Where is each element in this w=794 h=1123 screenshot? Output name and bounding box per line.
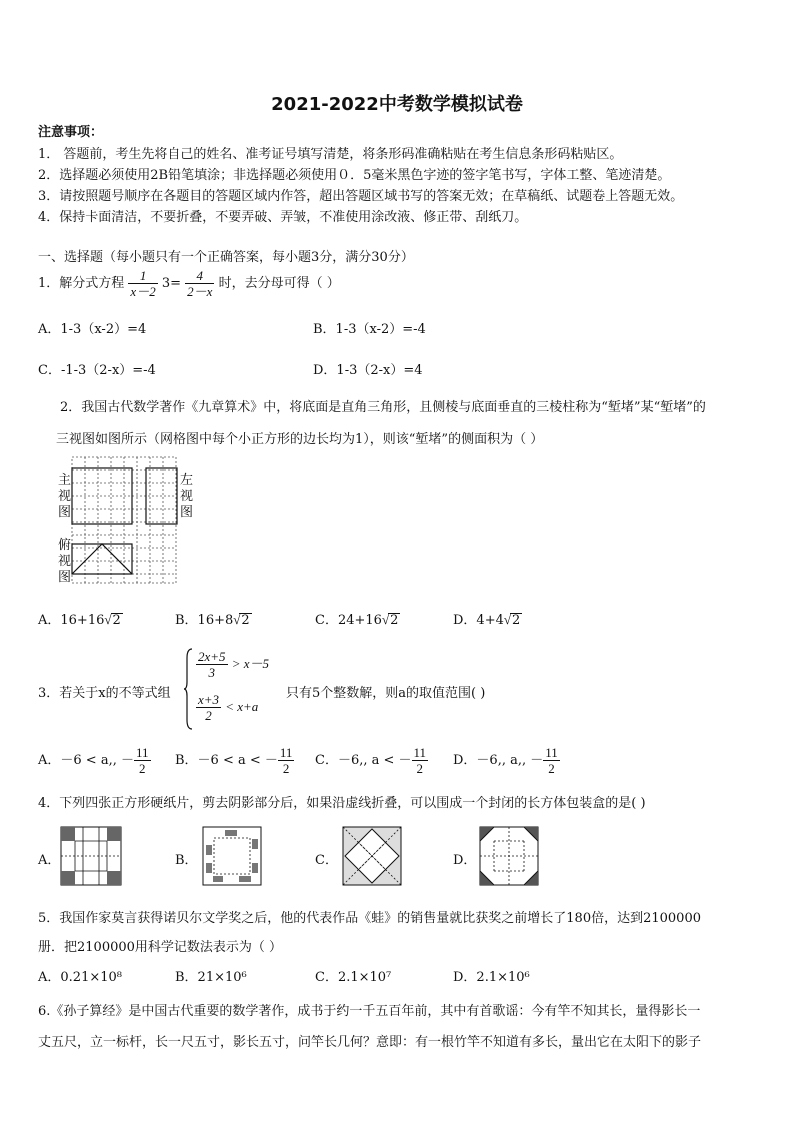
numerator: 11 (135, 745, 149, 760)
q2-option-a[interactable] (38, 609, 123, 628)
q4-option-a-label[interactable]: A． (38, 853, 61, 868)
denominator: 2 (548, 761, 555, 776)
section-heading: 一、选择题（每小题只有一个正确答案，每小题3分，满分30分） (38, 250, 414, 265)
label-char: 图 (180, 505, 194, 520)
option-text: B．－6 < a < － (175, 753, 278, 768)
option-text: C．24+16 (315, 613, 382, 628)
radicand: 2 (512, 613, 521, 628)
label-char: 图 (58, 570, 72, 585)
radicand: 2 (390, 613, 399, 628)
q4-option-b-label[interactable]: B． (175, 853, 198, 868)
denominator: 2 (205, 708, 212, 723)
q1-option-d[interactable]: D．1-3（2-x）=4 (313, 363, 423, 378)
page-title: 2021-2022中考数学模拟试卷 (271, 94, 523, 115)
fraction (196, 692, 221, 723)
numerator: 11 (413, 745, 427, 760)
q4-option-c-figure[interactable] (343, 827, 401, 885)
option-text: B．16+8 (175, 613, 234, 628)
q5-option-d[interactable]: D．2.1×10⁶ (453, 970, 530, 985)
q3-inequality-2 (196, 692, 258, 723)
radicand: 2 (112, 613, 121, 628)
label-char: 主 (58, 473, 72, 488)
radical-sign: √ (381, 612, 390, 627)
q5-line-1: 5．我国作家莫言获得诺贝尔文学奖之后，他的代表作品《蛙》的销售量就比获奖之前增长了180倍，达到2100000 (38, 911, 701, 926)
q1-option-a[interactable]: A．1-3（x-2）=4 (38, 322, 147, 337)
option-text: A．－6 < a,, － (38, 753, 134, 768)
q4-option-d-figure[interactable] (480, 827, 538, 885)
inequality-rest: < x+a (225, 699, 259, 714)
q6-line-2: 丈五尺，立一标杆，长一尺五寸，影长五寸，问竿长几何？意即：有一根竹竿不知道有多长，量出它在太阳下的影子 (38, 1035, 702, 1050)
radical-sign: √ (104, 612, 112, 627)
fraction (196, 649, 228, 680)
radical-sign: √ (503, 612, 511, 627)
q2-option-d[interactable] (453, 609, 522, 628)
q3-suffix: 只有5个整数解，则a的取值范围( ) (286, 686, 486, 701)
left-view-label (180, 473, 193, 521)
label-char: 俯 (58, 538, 72, 553)
question-1 (38, 268, 340, 299)
radicand: 2 (241, 613, 250, 628)
q4-text: 4．下列四张正方形硬纸片，剪去阴影部分后，如果沿虚线折叠，可以围成一个封闭的长方体包装盒的是( ) (38, 796, 646, 811)
fraction (412, 745, 429, 776)
q2-option-b[interactable] (175, 609, 252, 628)
denominator: 2 (282, 761, 290, 776)
numerator: x+3 (198, 692, 220, 707)
option-text: A．16+16 (38, 613, 105, 628)
main-view-label (58, 473, 71, 521)
q2-line-1: 2．我国古代数学著作《九章算术》中，将底面是直角三角形，且侧棱与底面垂直的三棱柱称为“堑堵”某“堑堵”的 (60, 400, 706, 415)
q5-option-b[interactable]: B．21×10⁶ (175, 970, 247, 985)
numerator: 4 (185, 268, 214, 284)
q5-line-2: 册．把2100000用科学记数法表示为（ ） (38, 940, 283, 955)
q3-option-d[interactable] (453, 745, 560, 776)
q2-option-c[interactable] (315, 609, 400, 628)
label-char: 视 (58, 554, 72, 569)
fraction (278, 745, 295, 776)
fraction (134, 745, 151, 776)
option-text: C．－6,, a < － (315, 753, 412, 768)
numerator: 11 (545, 745, 558, 760)
q3-prefix: 3．若关于x的不等式组 (38, 686, 171, 701)
q2-line-2: 三视图如图所示（网格图中每个小正方形的边长均为1），则该“堑堵”的侧面积为（ ） (56, 432, 544, 447)
denominator: 2 (416, 761, 424, 776)
option-text: D．－6,, a,, － (453, 753, 544, 768)
numerator: 2x+5 (198, 649, 226, 664)
denominator: 2 (138, 761, 146, 776)
q5-option-c[interactable]: C．2.1×10⁷ (315, 970, 392, 985)
q4-option-a-figure[interactable] (61, 827, 121, 885)
numerator: 11 (279, 745, 293, 760)
q5-option-a[interactable]: A．0.21×10⁸ (38, 970, 122, 985)
numerator: 1 (128, 268, 157, 284)
q1-fraction-1 (128, 268, 157, 299)
label-char: 视 (58, 489, 72, 504)
option-text: D．4+4 (453, 613, 504, 628)
top-view-label (58, 538, 71, 586)
q1-prefix: 1．解分式方程 (38, 276, 125, 291)
q3-option-a[interactable] (38, 745, 151, 776)
q3-option-c[interactable] (315, 745, 428, 776)
q1-option-b[interactable]: B．1-3（x-2）=-4 (313, 322, 426, 337)
brace-icon (184, 648, 194, 730)
q3-inequality-1 (196, 649, 269, 680)
q1-fraction-2 (185, 268, 214, 299)
label-char: 视 (180, 489, 194, 504)
radical-sign: √ (233, 612, 241, 627)
q1-option-c[interactable]: C．-1-3（2-x）=-4 (38, 363, 156, 378)
label-char: 图 (58, 505, 72, 520)
q6-line-1: 6.《孙子算经》是中国古代重要的数学著作，成书于约一千五百年前，其中有首歌谣：今有竿不知其长，量得影长一 (38, 1004, 701, 1019)
notice-item: 4．保持卡面清洁，不要折叠，不要弄破、弄皱，不准使用涂改液、修正带、刮纸刀。 (38, 210, 528, 225)
q4-option-b-figure[interactable] (203, 827, 261, 885)
notice-item: 3．请按照题号顺序在各题目的答题区域内作答，超出答题区域书写的答案无效；在草稿纸、试题卷上答题无效。 (38, 189, 684, 204)
q4-option-c-label[interactable]: C． (315, 853, 338, 868)
notice-heading: 注意事项： (38, 125, 104, 140)
denominator: 2－x (187, 284, 213, 299)
q1-suffix: 时，去分母可得（ ） (218, 276, 340, 291)
q3-option-b[interactable] (175, 745, 294, 776)
fraction (543, 745, 560, 776)
label-char: 左 (180, 473, 194, 488)
notice-item: 2．选择题必须使用2B铅笔填涂；非选择题必须使用０．5毫米黑色字迹的签字笔书写，字体工整、笔迹清楚。 (38, 168, 671, 183)
q1-mid: 3= (161, 276, 182, 291)
inequality-rest: > x－5 (231, 656, 269, 671)
denominator: x－2 (130, 284, 156, 299)
three-view-figure (50, 455, 200, 595)
q4-option-d-label[interactable]: D． (453, 853, 477, 868)
denominator: 3 (208, 665, 216, 680)
notice-item: 1． 答题前，考生先将自己的姓名、准考证号填写清楚，将条形码准确粘贴在考生信息条形码粘贴区。 (38, 147, 623, 162)
